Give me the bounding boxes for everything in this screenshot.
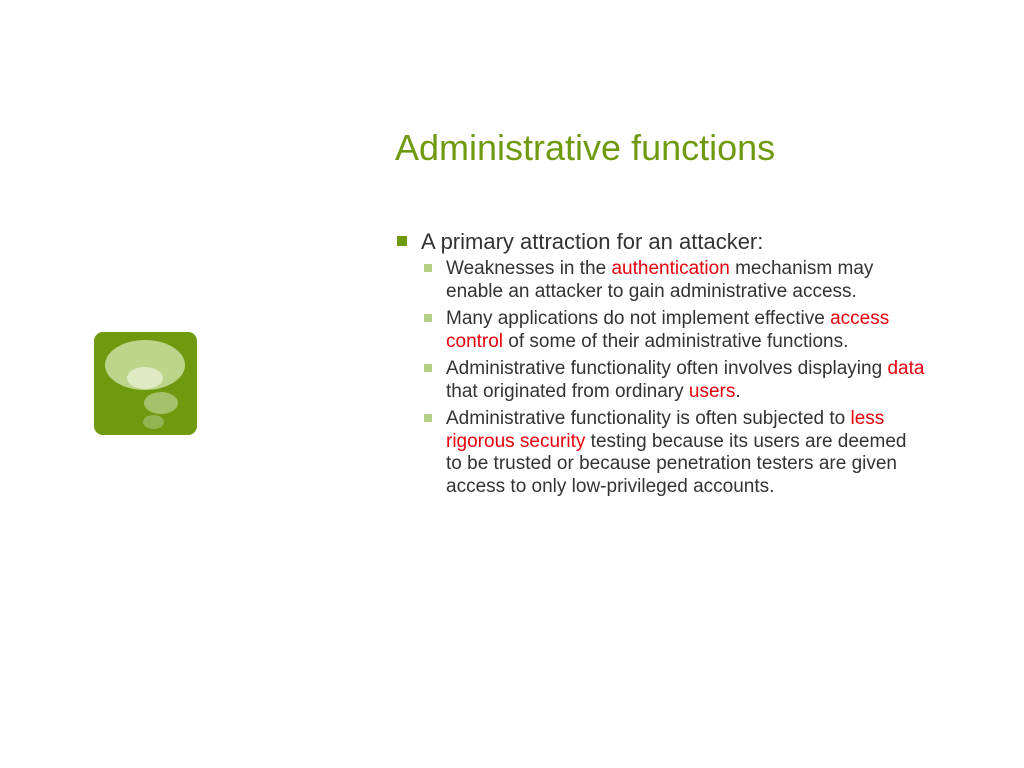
sub-bullet-text: Administrative functionality often involves displaying: [446, 358, 888, 379]
sub-bullet-text: Many applications do not implement effective: [446, 308, 831, 329]
sub-bullet-item: [396, 358, 926, 403]
sub-bullet-text: Weaknesses in the: [446, 258, 612, 279]
sub-bullet-text: testing because its users are deemed to be trusted or because penetration testers are given access to only low-privileged accounts.: [446, 430, 907, 497]
bullet-main: [396, 228, 956, 255]
square-bullet-icon: [424, 364, 432, 372]
highlight-less-rigorous-security: less rigorous security: [446, 408, 885, 452]
square-bullet-icon: [424, 414, 432, 422]
slide-content: [396, 228, 956, 503]
thought-bubble-logo-icon: [94, 332, 197, 435]
highlight-authentication: authentication: [611, 258, 730, 279]
bubble-highlight: [127, 367, 163, 389]
slide-title: Administrative functions: [395, 127, 776, 168]
medium-bubble: [144, 392, 178, 414]
square-bullet-icon: [424, 314, 432, 322]
square-bullet-icon: [424, 264, 432, 272]
sub-bullet-text: of some of their administrative functions.: [503, 330, 849, 352]
square-bullet-icon: [397, 236, 407, 246]
sub-bullet-text: .: [735, 380, 741, 402]
sub-bullet-item: [396, 258, 926, 303]
highlight-data: data: [887, 358, 925, 379]
sub-bullet-item: [396, 408, 926, 498]
highlight-users: users: [688, 380, 736, 402]
bullet-main-text: A primary attraction for an attacker:: [421, 229, 764, 254]
sub-bullet-list: [396, 258, 956, 498]
sub-bullet-item: [396, 308, 926, 353]
highlight-access-control: access control: [446, 308, 890, 352]
small-bubble: [143, 415, 164, 429]
sub-bullet-text: Administrative functionality is often subjected to: [446, 408, 851, 429]
sub-bullet-text: that originated from ordinary: [446, 380, 689, 402]
sub-bullet-text: mechanism may enable an attacker to gain administrative access.: [446, 258, 874, 302]
